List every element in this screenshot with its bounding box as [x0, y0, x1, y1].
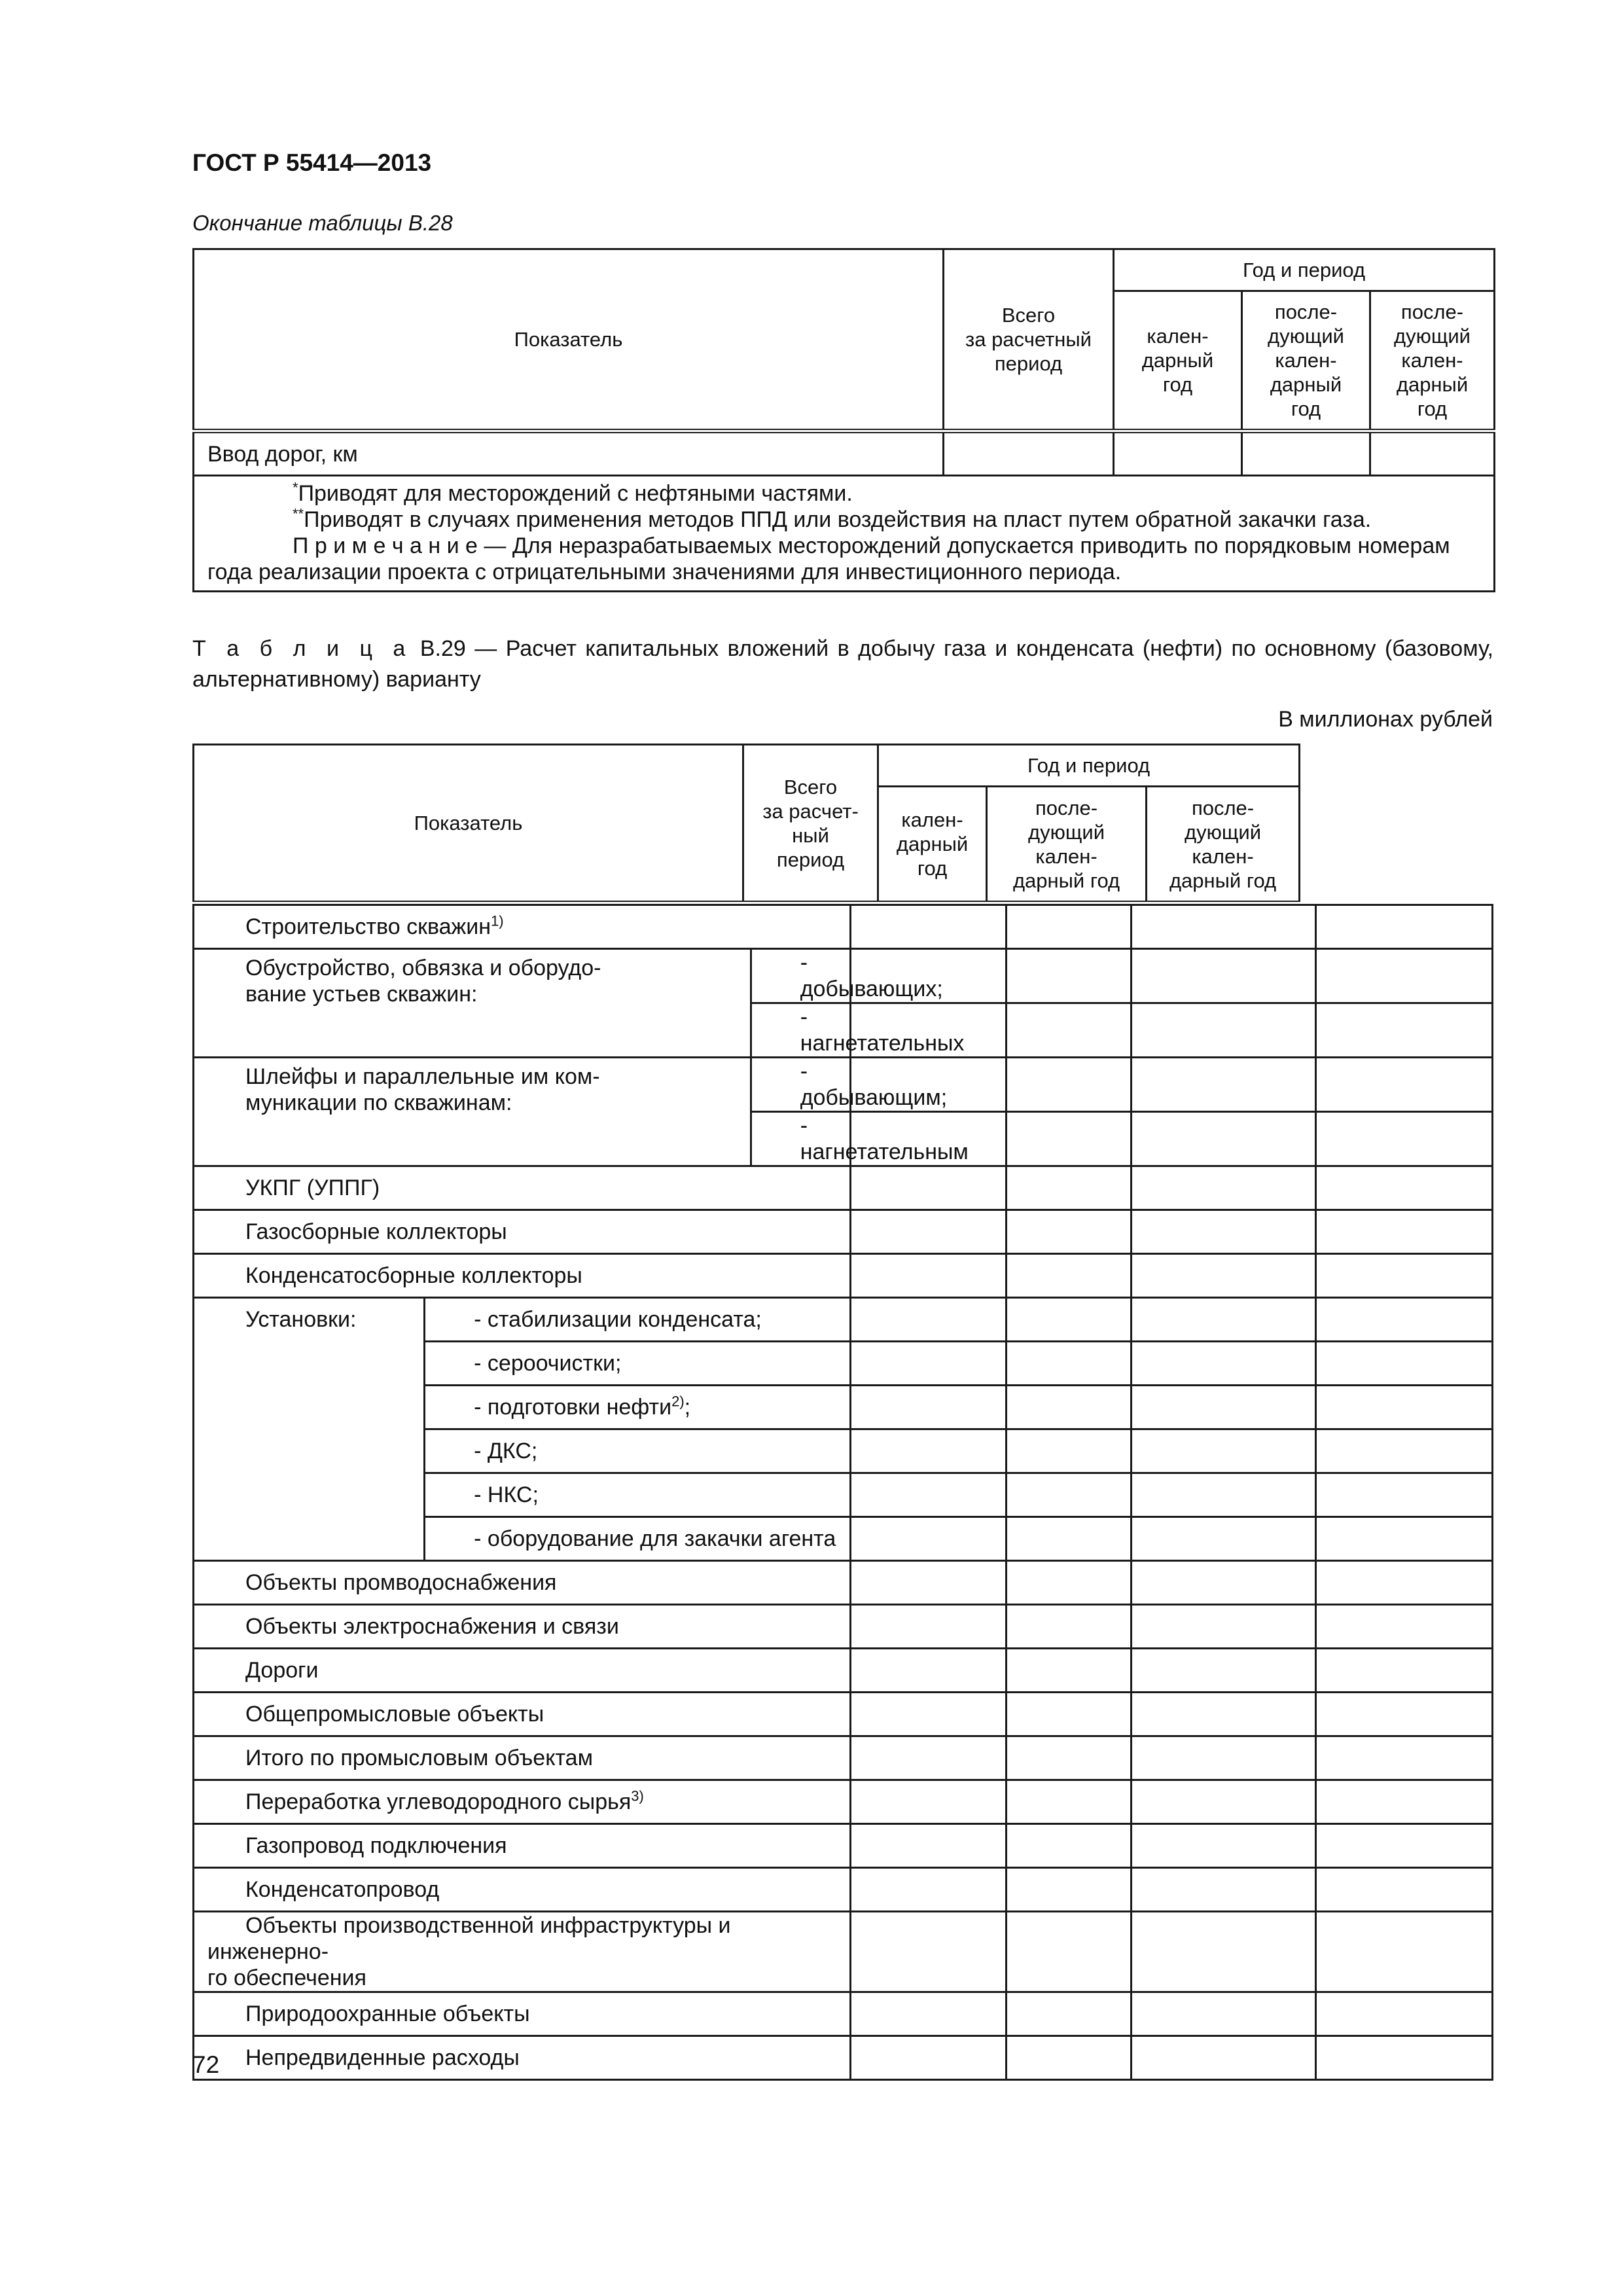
- table-cell: [1006, 1473, 1132, 1517]
- table-cell: [1132, 1780, 1316, 1824]
- table-cell: [1315, 1058, 1492, 1112]
- table-cell: [1315, 1561, 1492, 1605]
- table-cell: [851, 1561, 1007, 1605]
- b29-row-roads: Дороги: [194, 1649, 851, 1693]
- b29-row-total-field: Итого по промысловым объектам: [194, 1736, 851, 1780]
- b28-row-roads-label: Ввод дорог, км: [194, 431, 944, 476]
- table-cell: [1006, 1605, 1132, 1649]
- table-cell: [1315, 1166, 1492, 1210]
- table-cell: [1315, 1298, 1492, 1342]
- table-cell: [1132, 1342, 1316, 1386]
- table-cell: [1006, 1386, 1132, 1429]
- table-cell: [1315, 1912, 1492, 1992]
- table-cell: [851, 1386, 1007, 1429]
- b28-header-total: Всего за расчетный период: [944, 249, 1114, 431]
- table-cell: [1132, 1912, 1316, 1992]
- table-cell: [1132, 1868, 1316, 1912]
- table-cell: [1315, 1780, 1492, 1824]
- table-cell: [1006, 949, 1132, 1003]
- table-cell: [1132, 1003, 1316, 1058]
- b28-cell: [1242, 431, 1370, 476]
- table-cell: [851, 1780, 1007, 1824]
- table-cell: [1132, 1561, 1316, 1605]
- b29-row-water: Объекты промводоснабжения: [194, 1561, 851, 1605]
- table-cell: [1006, 1736, 1132, 1780]
- b28-header-next-year-2: после- дующий кален- дарный год: [1370, 291, 1495, 431]
- table-cell: [1315, 1693, 1492, 1736]
- table-cell: [1315, 1342, 1492, 1386]
- table-cell: [1132, 1210, 1316, 1254]
- b29-header-indicator: Показатель: [194, 745, 743, 903]
- page-number: 72: [192, 2051, 220, 2078]
- b29-row-inst-oil-treatment: - подготовки нефти$^{2)}$;: [425, 1386, 851, 1429]
- table-cell: [1315, 1868, 1492, 1912]
- table-continuation-label: Окончание таблицы В.28: [192, 211, 453, 235]
- b29-row-cond-collectors: Конденсатосборные коллекторы: [194, 1254, 851, 1298]
- table-cell: [1315, 1736, 1492, 1780]
- table-cell: [1006, 905, 1132, 949]
- b29-row-gas-collectors: Газосборные коллекторы: [194, 1210, 851, 1254]
- table-b29-units: В миллионах рублей: [1278, 707, 1493, 732]
- table-cell: [1006, 1003, 1132, 1058]
- table-cell: [1006, 1298, 1132, 1342]
- b29-row-inst-desulfurization: - сероочистки;: [425, 1342, 851, 1386]
- b28-cell: [944, 431, 1114, 476]
- table-cell: [851, 1429, 1007, 1473]
- b29-header-year-period: Год и период: [878, 745, 1300, 787]
- table-cell: [1132, 1254, 1316, 1298]
- b29-row-gas-pipeline: Газопровод подключения: [194, 1824, 851, 1868]
- table-cell: [1132, 1112, 1316, 1166]
- table-cell: [851, 1868, 1007, 1912]
- table-b28: [192, 248, 1495, 592]
- table-cell: [1315, 949, 1492, 1003]
- b29-header-next-year-2: после- дующий кален- дарный год: [1147, 787, 1300, 903]
- table-cell: [851, 905, 1007, 949]
- table-cell: [851, 1824, 1007, 1868]
- table-b29-body: [192, 904, 1493, 2081]
- b29-row-processing: Переработка углеводородного сырья$^{3)}$: [194, 1780, 851, 1824]
- table-cell: [1315, 1254, 1492, 1298]
- table-cell: [851, 1992, 1007, 2036]
- table-cell: [851, 1166, 1007, 1210]
- table-cell: [1315, 1386, 1492, 1429]
- b29-row-general: Общепромысловые объекты: [194, 1693, 851, 1736]
- table-cell: [1006, 1780, 1132, 1824]
- table-cell: [1315, 1210, 1492, 1254]
- table-cell: [1006, 1342, 1132, 1386]
- table-cell: [851, 1649, 1007, 1693]
- b29-row-loops-injection: - нагнетательным: [751, 1112, 850, 1166]
- table-cell: [1315, 1429, 1492, 1473]
- table-cell: [1315, 1473, 1492, 1517]
- b28-notes: [194, 476, 1495, 592]
- table-cell: [1132, 1992, 1316, 2036]
- table-cell: [1315, 1112, 1492, 1166]
- b29-row-loops: Шлейфы и параллельные им ком- муникации по скважинам:: [194, 1058, 751, 1166]
- table-cell: [1006, 1517, 1132, 1561]
- table-cell: [1132, 905, 1316, 949]
- b28-header-year-period: Год и период: [1114, 249, 1495, 291]
- table-cell: [1132, 1605, 1316, 1649]
- table-cell: [1006, 1868, 1132, 1912]
- table-cell: [1132, 1298, 1316, 1342]
- b28-header-indicator: Показатель: [194, 249, 944, 431]
- table-cell: [1006, 1210, 1132, 1254]
- table-cell: [1006, 1693, 1132, 1736]
- b28-header-calendar-year: кален- дарный год: [1114, 291, 1242, 431]
- table-cell: [1132, 1166, 1316, 1210]
- b29-row-unforeseen: Непредвиденные расходы: [194, 2036, 851, 2080]
- table-cell: [851, 1605, 1007, 1649]
- table-cell: [1006, 1561, 1132, 1605]
- table-cell: [851, 1210, 1007, 1254]
- b29-row-inst-stabilization: - стабилизации конденсата;: [425, 1298, 851, 1342]
- table-cell: [851, 2036, 1007, 2080]
- table-cell: [851, 1693, 1007, 1736]
- b29-row-wells: Строительство скважин$^{1)}$: [194, 905, 851, 949]
- table-cell: [851, 1473, 1007, 1517]
- table-cell: [1006, 1912, 1132, 1992]
- b29-row-cond-pipeline: Конденсатопровод: [194, 1868, 851, 1912]
- table-cell: [1132, 1473, 1316, 1517]
- table-cell: [1006, 1649, 1132, 1693]
- table-cell: [1006, 1429, 1132, 1473]
- b29-header-next-year-1: после- дующий кален- дарный год: [987, 787, 1147, 903]
- table-cell: [1132, 1736, 1316, 1780]
- table-cell: [1315, 1992, 1492, 2036]
- b28-note-1: *Приводят для месторождений с нефтяными частями.: [293, 479, 853, 506]
- table-cell: [1132, 1429, 1316, 1473]
- table-cell: [1006, 1992, 1132, 2036]
- table-cell: [1132, 1649, 1316, 1693]
- b29-row-inst-injection-equipment: - оборудование для закачки агента: [425, 1517, 851, 1561]
- b29-row-wellhead-injection: - нагнетательных: [751, 1003, 850, 1058]
- table-cell: [1132, 949, 1316, 1003]
- table-cell: [851, 1298, 1007, 1342]
- table-cell: [1315, 2036, 1492, 2080]
- table-cell: [851, 1342, 1007, 1386]
- b29-row-wellhead: Обустройство, обвязка и оборудо- вание устьев скважин:: [194, 949, 751, 1058]
- b29-row-ukpg: УКПГ (УППГ): [194, 1166, 851, 1210]
- b29-header-total: Всего за расчет- ный период: [743, 745, 878, 903]
- table-cell: [1006, 2036, 1132, 2080]
- b29-row-loops-producing: - добывающим;: [751, 1058, 850, 1112]
- table-cell: [1132, 1693, 1316, 1736]
- table-cell: [1132, 1824, 1316, 1868]
- table-b29: [192, 744, 1495, 905]
- table-cell: [1132, 2036, 1316, 2080]
- table-cell: [851, 1254, 1007, 1298]
- b29-row-inst-dks: - ДКС;: [425, 1429, 851, 1473]
- table-cell: [1315, 905, 1492, 949]
- b29-row-inst-nks: - НКС;: [425, 1473, 851, 1517]
- table-cell: [851, 1912, 1007, 1992]
- table-cell: [1315, 1003, 1492, 1058]
- b28-note-2: **Приводят в случаях применения методов ППД или воздействия на пласт путем обратной закачки газа.: [293, 505, 1372, 532]
- table-cell: [1132, 1517, 1316, 1561]
- table-cell: [1132, 1386, 1316, 1429]
- b28-cell: [1114, 431, 1242, 476]
- table-cell: [1315, 1824, 1492, 1868]
- b28-note-3: П р и м е ч а н и е — Для неразрабатываемых месторождений допускается приводить по порядковым номерам года реализации проекта с отрицательными значениями для инвестиционного периода.: [207, 533, 1450, 584]
- document-code: ГОСТ Р 55414—2013: [192, 149, 432, 176]
- b29-row-environmental: Природоохранные объекты: [194, 1992, 851, 2036]
- table-cell: [1315, 1517, 1492, 1561]
- b29-row-infrastructure: Объекты производственной инфраструктуры и инженерно- го обеспечения: [194, 1912, 851, 1992]
- b29-header-calendar-year: кален- дарный год: [878, 787, 987, 903]
- table-cell: [851, 1517, 1007, 1561]
- table-cell: [851, 1736, 1007, 1780]
- table-cell: [1006, 1166, 1132, 1210]
- b29-row-wellhead-producing: - добывающих;: [751, 949, 850, 1003]
- table-cell: [1132, 1058, 1316, 1112]
- b28-header-next-year-1: после- дующий кален- дарный год: [1242, 291, 1370, 431]
- table-cell: [1006, 1058, 1132, 1112]
- table-cell: [1006, 1254, 1132, 1298]
- b29-row-power: Объекты электроснабжения и связи: [194, 1605, 851, 1649]
- table-cell: [1315, 1649, 1492, 1693]
- table-cell: [1006, 1824, 1132, 1868]
- table-cell: [1315, 1605, 1492, 1649]
- b29-row-installations: Установки:: [194, 1298, 425, 1561]
- table-cell: [1006, 1112, 1132, 1166]
- table-b29-caption: Т а б л и ц а В.29 — Расчет капитальных вложений в добычу газа и конденсата (нефти) по основному (базовому, альтернативному) варианту: [192, 636, 1493, 692]
- b28-cell: [1370, 431, 1495, 476]
